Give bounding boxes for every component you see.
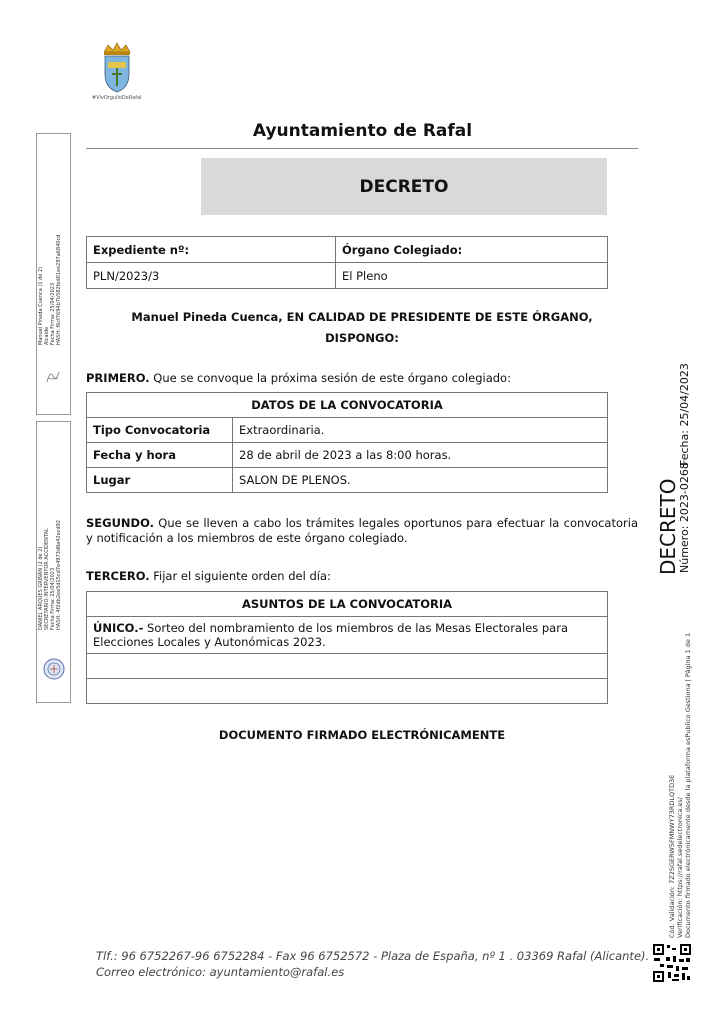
intro-line-2: DISPONGO: — [325, 331, 399, 345]
asunto-empty-row — [87, 654, 608, 679]
crest-caption: #VivOrgulloDeRafal — [92, 95, 142, 101]
side-decreto-label: DECRETO — [656, 478, 680, 575]
signature-1-mark-icon — [44, 366, 62, 386]
footer-contact — [96, 948, 649, 980]
datos-row-label: Lugar — [87, 468, 233, 493]
footer-line-2: Correo electrónico: ayuntamiento@rafal.es — [96, 965, 345, 979]
signature-2-text — [38, 520, 62, 630]
signature-2-role: SECRETARIO-INTERVENTOR ACCIDENTAL — [44, 528, 50, 630]
document-type-banner — [201, 158, 607, 215]
asunto-item-text: Sorteo del nombramiento de los miembros de las Mesas Electorales para Elecciones Locales y Autonómicas 2023. — [93, 621, 569, 649]
primero-paragraph — [86, 371, 511, 386]
signature-1-name: Manuel Pineda Cuenca (1 de 2) — [38, 266, 44, 345]
tercero-text: Fijar el siguiente orden del día: — [149, 569, 331, 583]
validation-platform-note: Documento firmado electrónicamente desde la plataforma esPublico Gestiona | Página 1 de 1 — [684, 632, 692, 938]
expediente-label: Expediente nº: — [87, 237, 336, 263]
signature-2-date: Fecha Firma: 25/04/2023 — [50, 567, 56, 630]
signature-1-role: Alcalde — [44, 326, 50, 345]
tercero-paragraph — [86, 569, 331, 584]
validation-code: Cód. Validación: 7Z2SGERW5FMNWY73RDLQTD3E — [668, 774, 676, 938]
document-type-label: DECRETO — [359, 176, 449, 197]
qr-code-icon — [652, 943, 692, 983]
datos-convocatoria-table — [86, 392, 608, 493]
primero-text: Que se convoque la próxima sesión de este órgano colegiado: — [149, 371, 511, 385]
validation-url: Verificación: https://rafal.sedelectronica.es/ — [676, 797, 684, 938]
signature-2-hash: HASH: 4f2db2ee5d15cd7e4973d8a42ecd92 — [56, 520, 62, 630]
datos-row-label: Tipo Convocatoria — [87, 418, 233, 443]
intro-line-1: Manuel Pineda Cuenca, EN CALIDAD DE PRESIDENTE DE ESTE ÓRGANO, — [131, 310, 593, 324]
tercero-lead: TERCERO. — [86, 569, 150, 583]
datos-row-value: 28 de abril de 2023 a las 8:00 horas. — [233, 443, 608, 468]
asuntos-convocatoria-table — [86, 591, 608, 704]
validation-block — [668, 633, 692, 938]
side-decreto-date: Fecha: 25/04/2023 — [678, 363, 691, 466]
municipal-crest-logo — [96, 42, 138, 94]
organo-value: El Pleno — [336, 263, 608, 289]
segundo-text: Que se lleven a cabo los trámites legales oportunos para efectuar la convocatoria y notificación a los miembros de este órgano colegiado. — [86, 516, 638, 545]
signature-1-date: Fecha Firma: 25/04/2023 — [50, 282, 56, 345]
segundo-paragraph — [86, 516, 638, 546]
asunto-empty-row — [87, 679, 608, 704]
primero-lead: PRIMERO. — [86, 371, 150, 385]
organo-label: Órgano Colegiado: — [336, 237, 608, 263]
expediente-table — [86, 236, 608, 289]
asunto-item — [87, 617, 608, 654]
footer-line-1: Tlf.: 96 6752267-96 6752284 - Fax 96 6752572 - Plaza de España, nº 1 . 03369 Rafal (Alicante). — [96, 949, 650, 963]
datos-row-value: Extraordinaria. — [233, 418, 608, 443]
datos-row-value: SALON DE PLENOS. — [233, 468, 608, 493]
signature-1-hash: HASH: f6cf7694b7b582fed01ee297a6840cd — [56, 234, 62, 345]
side-decreto-number: Número: 2023-0268 — [678, 462, 691, 573]
signed-notice: DOCUMENTO FIRMADO ELECTRÓNICAMENTE — [218, 728, 506, 742]
segundo-lead: SEGUNDO. — [86, 516, 154, 530]
header-divider — [86, 148, 638, 149]
asunto-item-lead: ÚNICO.- — [93, 621, 144, 635]
expediente-value: PLN/2023/3 — [87, 263, 336, 289]
signature-2-seal-icon — [43, 657, 65, 681]
datos-heading: DATOS DE LA CONVOCATORIA — [87, 393, 608, 418]
datos-row-label: Fecha y hora — [87, 443, 233, 468]
asuntos-heading: ASUNTOS DE LA CONVOCATORIA — [87, 592, 608, 617]
signature-1-text — [38, 235, 62, 345]
signature-2-name: DANIEL ARQUES GRIÑÁN (2 de 2) — [38, 546, 44, 630]
page-title: Ayuntamiento de Rafal — [252, 121, 473, 141]
